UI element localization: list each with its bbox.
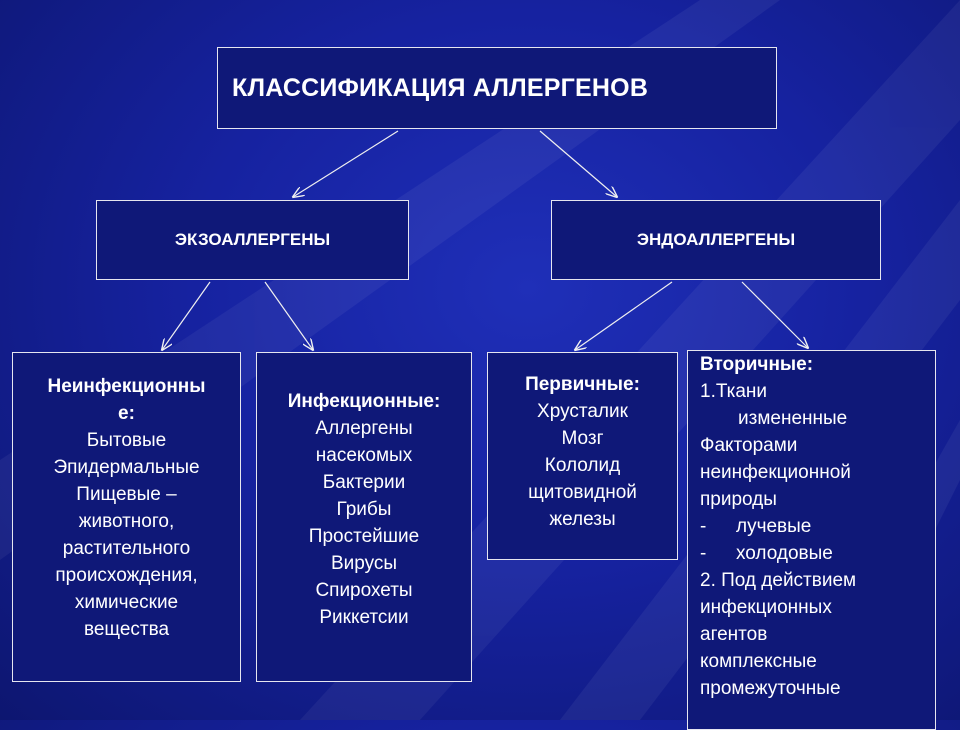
- list-item: Грибы: [336, 499, 392, 520]
- exoallergens-box: [96, 200, 409, 280]
- list-item: инфекционных: [700, 597, 832, 618]
- list-item: Эпидермальные: [53, 457, 200, 478]
- infectious-box: [256, 352, 472, 682]
- list-item: растительного: [62, 538, 191, 559]
- list-item: Простейшие: [308, 526, 420, 547]
- list-item: животного,: [78, 511, 175, 532]
- list-item: [700, 513, 935, 540]
- dash-mark: -: [700, 516, 707, 537]
- noninfectious-box: [12, 352, 241, 682]
- page-title: КЛАССИФИКАЦИЯ АЛЛЕРГЕНОВ: [232, 73, 649, 102]
- list-item: 2. Под действием: [700, 570, 857, 591]
- list-item: Кололид: [544, 455, 621, 476]
- list-item: неинфекционной: [700, 462, 851, 483]
- secondary-heading: Вторичные:: [700, 354, 814, 375]
- exoallergens-label: ЭКЗОАЛЛЕРГЕНЫ: [174, 230, 331, 249]
- list-item: Мозг: [561, 428, 604, 449]
- list-item: Пищевые –: [76, 484, 177, 505]
- list-item: Вирусы: [330, 553, 398, 574]
- list-item: промежуточные: [700, 678, 841, 699]
- list-item: железы: [549, 509, 616, 530]
- list-item: Риккетсии: [319, 607, 409, 628]
- list-item: Хрусталик: [537, 401, 628, 422]
- secondary-box: [687, 350, 936, 730]
- endoallergens-label: ЭНДОАЛЛЕРГЕНЫ: [636, 230, 796, 249]
- list-item: природы: [700, 489, 777, 510]
- list-item: агентов: [700, 624, 768, 645]
- list-item: 1.Ткани: [700, 381, 768, 402]
- primary-heading: Первичные:: [525, 374, 640, 395]
- list-item: Бактерии: [322, 472, 406, 493]
- dash-mark: -: [700, 543, 707, 564]
- list-item: комплексные: [700, 651, 817, 672]
- list-item-text: холодовые: [736, 543, 833, 564]
- endoallergens-box: [551, 200, 881, 280]
- infectious-heading: Инфекционные:: [287, 391, 441, 412]
- list-item: Факторами: [700, 435, 798, 456]
- list-item: Спирохеты: [315, 580, 413, 601]
- list-item: происхождения,: [55, 565, 198, 586]
- list-item-text: лучевые: [736, 516, 812, 537]
- list-item: измененные: [738, 408, 848, 429]
- title-box: [217, 47, 777, 129]
- noninfectious-heading-2: е:: [118, 403, 135, 424]
- list-item: Аллергены: [315, 418, 413, 439]
- noninfectious-heading-1: Неинфекционны: [47, 376, 206, 397]
- list-item: [700, 540, 935, 567]
- primary-box: [487, 352, 678, 560]
- list-item: вещества: [83, 619, 170, 640]
- list-item: Бытовые: [86, 430, 167, 451]
- list-item: насекомых: [315, 445, 413, 466]
- list-item: химические: [74, 592, 179, 613]
- list-item: щитовидной: [528, 482, 637, 503]
